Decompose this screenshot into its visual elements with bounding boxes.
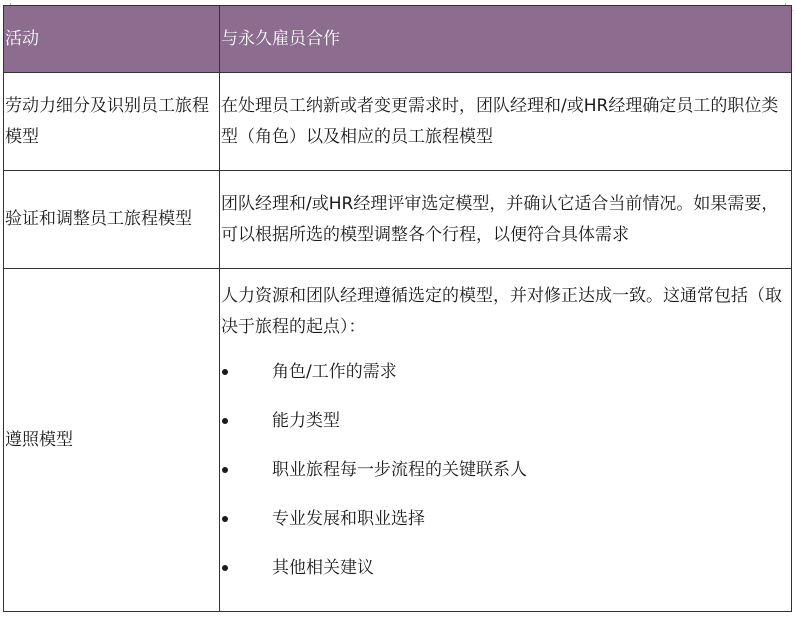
list-item <box>221 504 789 553</box>
list-item-text: 其他相关建议 <box>272 558 374 578</box>
row-description-intro: 人力资源和团队经理遵循选定的模型，并对修正达成一致。这通常包括（取决于旅程的起点）： <box>221 286 782 337</box>
row-description-cell <box>220 269 792 612</box>
list-item <box>221 553 789 602</box>
row-activity-cell <box>4 73 220 171</box>
table-header-row <box>4 6 792 73</box>
list-item <box>221 406 789 455</box>
list-item <box>221 455 789 504</box>
row-description-text: 团队经理和/或HR经理评审选定模型，并确认它适合当前情况。如果需要，可以根据所选的模型调整各个行程，以便符合具体需求 <box>221 193 779 245</box>
requirement-list <box>221 357 789 602</box>
row-activity-cell <box>4 269 220 612</box>
bullet-icon <box>222 565 228 571</box>
list-item-text: 专业发展和职业选择 <box>272 509 425 529</box>
table-row <box>4 73 792 171</box>
row-description-text: 在处理员工纳新或者变更需求时，团队经理和/或HR经理确定员工的职位类型（角色）以及相应的员工旅程模型 <box>221 95 779 147</box>
row-activity-text: 遵照模型 <box>5 429 73 450</box>
table-row <box>4 171 792 269</box>
list-item-text: 能力类型 <box>272 411 340 431</box>
list-item-text: 角色/工作的需求 <box>272 362 397 382</box>
activity-table <box>3 5 792 612</box>
row-activity-text: 劳动力细分及识别员工旅程模型 <box>5 95 209 147</box>
bullet-icon <box>222 467 228 473</box>
header-activity: 活动 <box>4 6 220 73</box>
bullet-icon <box>222 516 228 522</box>
row-description-cell <box>220 171 792 269</box>
bullet-icon <box>222 418 228 424</box>
table-row <box>4 269 792 612</box>
row-activity-cell <box>4 171 220 269</box>
header-cooperation: 与永久雇员合作 <box>220 6 792 73</box>
list-item <box>221 357 789 406</box>
row-activity-text: 验证和调整员工旅程模型 <box>5 209 192 229</box>
row-description-cell <box>220 73 792 171</box>
bullet-icon <box>222 369 228 375</box>
list-item-text: 职业旅程每一步流程的关键联系人 <box>272 460 527 480</box>
